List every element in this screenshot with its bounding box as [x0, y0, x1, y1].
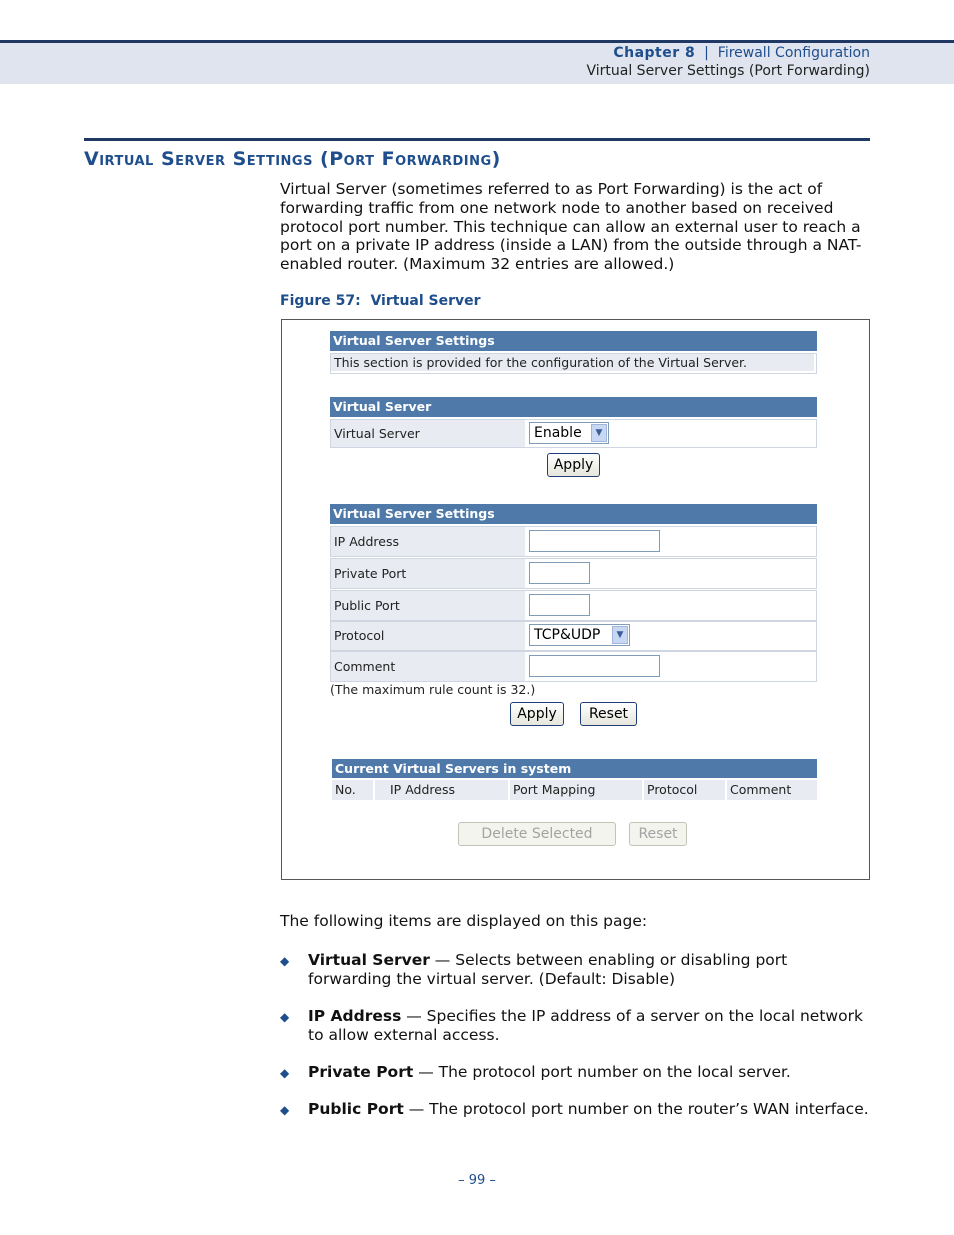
running-header-chapter — [613, 45, 870, 61]
chapter-title: Firewall Configuration — [717, 45, 870, 61]
bullet-text — [308, 951, 872, 989]
bullet-text — [308, 1063, 872, 1082]
intro-paragraph: Virtual Server (sometimes referred to as Port Forwarding) is the act of forwarding traffic from one network node to another based on received protocol port number. This technique can allow an external user to reach a port on a private IP address (inside a LAN) from the outside through a NAT-enabled router. (Maximum 32 entries are allowed.) — [280, 180, 862, 274]
diamond-bullet-icon: ◆ — [280, 954, 290, 968]
header-rule — [0, 40, 954, 43]
comment-input[interactable] — [529, 655, 660, 677]
settings-header: Virtual Server Settings — [330, 331, 817, 351]
column-comment: Comment — [727, 780, 817, 800]
virtual-server-header: Virtual Server — [330, 397, 817, 417]
bullet-term: Public Port — [308, 1100, 404, 1118]
reset-list-button[interactable]: Reset — [629, 822, 687, 846]
delete-selected-button[interactable]: Delete Selected — [458, 822, 616, 846]
ip-address-input[interactable] — [529, 530, 660, 552]
ip-address-row — [330, 526, 817, 557]
page-number: – 99 – — [458, 1173, 496, 1188]
chevron-down-icon: ▼ — [591, 424, 607, 442]
figure-screenshot — [281, 319, 870, 880]
comment-label: Comment — [331, 652, 525, 681]
bullet-desc: — The protocol port number on the router’s WAN interface. — [403, 1100, 869, 1118]
virtual-server-label: Virtual Server — [331, 420, 525, 447]
column-ip-address: IP Address — [375, 780, 508, 800]
protocol-select[interactable] — [529, 624, 630, 646]
bullet-text — [308, 1007, 872, 1045]
running-header-section: Virtual Server Settings (Port Forwarding) — [586, 63, 870, 79]
comment-row — [330, 651, 817, 682]
virtual-server-select-value: Enable — [534, 425, 582, 441]
chapter-label: Chapter 8 — [613, 45, 696, 61]
settings-desc: This section is provided for the configuration of the Virtual Server. — [331, 354, 814, 371]
diamond-bullet-icon: ◆ — [280, 1010, 290, 1024]
public-port-label: Public Port — [331, 591, 525, 620]
diamond-bullet-icon: ◆ — [280, 1066, 290, 1080]
figure-caption: Figure 57: Virtual Server — [280, 293, 481, 309]
current-servers-table-header — [332, 780, 817, 800]
bullet-text — [308, 1100, 872, 1119]
column-no: No. — [332, 780, 373, 800]
private-port-row — [330, 558, 817, 589]
protocol-row — [330, 621, 817, 651]
max-rule-note: (The maximum rule count is 32.) — [330, 682, 536, 697]
chevron-down-icon: ▼ — [612, 626, 628, 644]
items-lead: The following items are displayed on this page: — [280, 912, 648, 930]
virtual-server-row — [330, 419, 817, 448]
virtual-server-select[interactable] — [529, 422, 609, 444]
protocol-label: Protocol — [331, 622, 525, 650]
bullet-term: IP Address — [308, 1007, 402, 1025]
apply-button[interactable]: Apply — [547, 453, 600, 477]
private-port-label: Private Port — [331, 559, 525, 588]
column-protocol: Protocol — [644, 780, 725, 800]
bullet-term: Virtual Server — [308, 951, 430, 969]
reset-button[interactable]: Reset — [580, 702, 637, 726]
bullet-desc: — The protocol port number on the local server. — [413, 1063, 791, 1081]
public-port-input[interactable] — [529, 594, 590, 616]
public-port-row — [330, 590, 817, 621]
protocol-select-value: TCP&UDP — [534, 627, 601, 643]
apply-rule-button[interactable]: Apply — [510, 702, 564, 726]
ip-address-label: IP Address — [331, 527, 525, 556]
column-port-mapping: Port Mapping — [510, 780, 642, 800]
header-separator: | — [704, 45, 709, 61]
diamond-bullet-icon: ◆ — [280, 1103, 290, 1117]
bullet-desc: — Specifies the IP address of a server on the local network to allow external access. — [308, 1007, 863, 1044]
private-port-input[interactable] — [529, 562, 590, 584]
bullet-term: Private Port — [308, 1063, 414, 1081]
current-servers-header: Current Virtual Servers in system — [332, 759, 817, 778]
rule-settings-header: Virtual Server Settings — [330, 504, 817, 524]
bullet-desc: — Selects between enabling or disabling port forwarding the virtual server. (Default: Disable) — [308, 951, 788, 988]
title-rule — [84, 138, 870, 141]
settings-desc-row — [330, 353, 817, 374]
section-title: Virtual Server Settings (Port Forwarding) — [84, 148, 501, 170]
